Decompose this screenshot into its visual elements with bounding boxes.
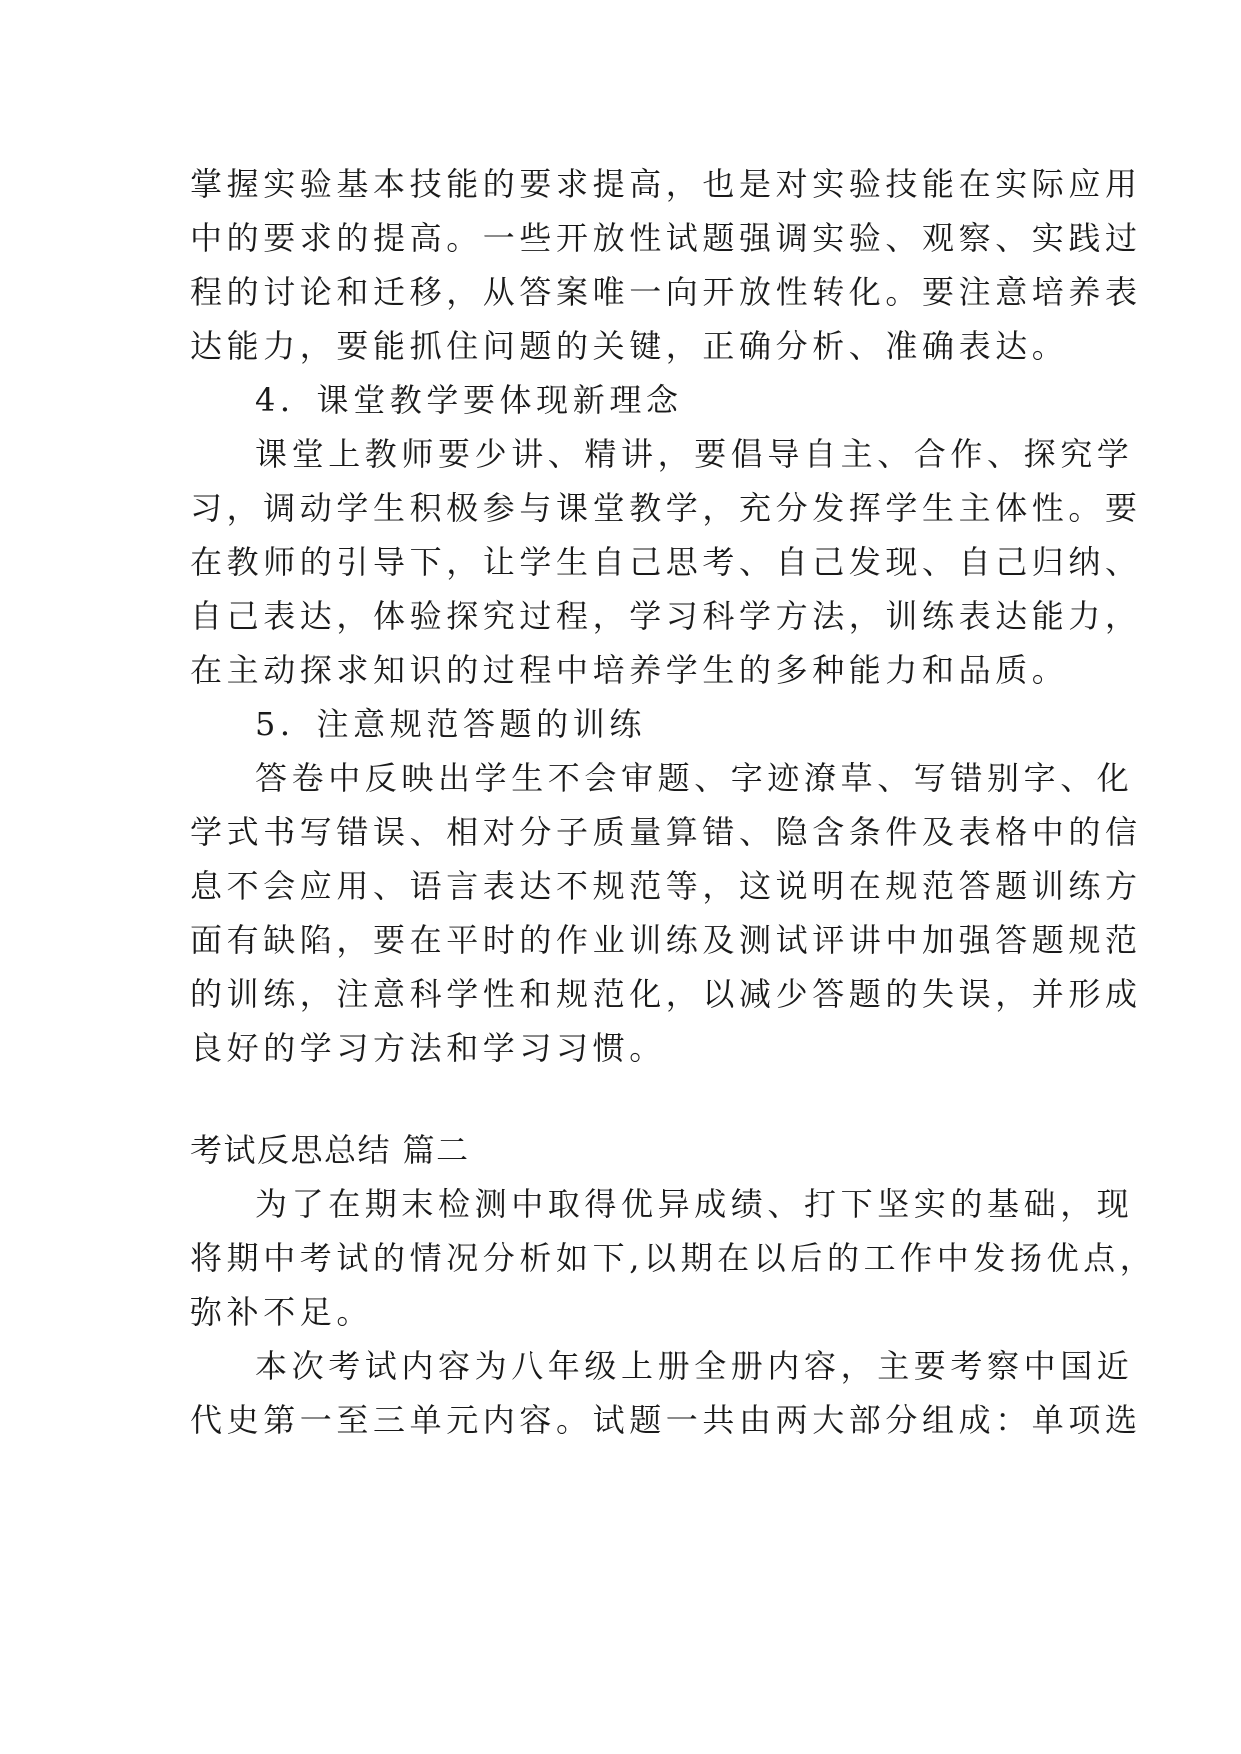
text-line: 将期中考试的情况分析如下,以期在以后的工作中发扬优点， [190, 1239, 1157, 1277]
text-line: 在主动探求知识的过程中培养学生的多种能力和品质。 [190, 651, 1069, 689]
text-line: 弥补不足。 [190, 1293, 374, 1331]
text-line: 的训练，注意科学性和规范化，以减少答题的失误，并形成 [190, 975, 1142, 1013]
text-line: 为了在期末检测中取得优异成绩、打下坚实的基础，现 [255, 1185, 1134, 1223]
text-line: 达能力，要能抓住问题的关键，正确分析、准确表达。 [190, 327, 1069, 365]
text-line: 面有缺陷，要在平时的作业训练及测试评讲中加强答题规范 [190, 921, 1142, 959]
text-line: 代史第一至三单元内容。试题一共由两大部分组成：单项选 [190, 1401, 1142, 1439]
text-line: 息不会应用、语言表达不规范等，这说明在规范答题训练方 [190, 867, 1142, 905]
text-line: 掌握实验基本技能的要求提高，也是对实验技能在实际应用 [190, 165, 1142, 203]
section-heading: 5．注意规范答题的训练 [255, 705, 646, 743]
text-line: 课堂上教师要少讲、精讲，要倡导自主、合作、探究学 [255, 435, 1134, 473]
section-heading: 4．课堂教学要体现新理念 [255, 381, 683, 419]
text-line: 学式书写错误、相对分子质量算错、隐含条件及表格中的信 [190, 813, 1142, 851]
text-line: 良好的学习方法和学习习惯。 [190, 1029, 666, 1067]
text-line: 本次考试内容为八年级上册全册内容，主要考察中国近 [255, 1347, 1134, 1385]
text-line: 中的要求的提高。一些开放性试题强调实验、观察、实践过 [190, 219, 1142, 257]
text-line: 程的讨论和迁移，从答案唯一向开放性转化。要注意培养表 [190, 273, 1142, 311]
article-title: 考试反思总结 篇二 [190, 1131, 470, 1169]
text-line: 自己表达，体验探究过程，学习科学方法，训练表达能力， [190, 597, 1142, 635]
text-line: 在教师的引导下，让学生自己思考、自己发现、自己归纳、 [190, 543, 1142, 581]
text-line: 答卷中反映出学生不会审题、字迹潦草、写错别字、化 [255, 759, 1134, 797]
text-line: 习，调动学生积极参与课堂教学，充分发挥学生主体性。要 [190, 489, 1142, 527]
